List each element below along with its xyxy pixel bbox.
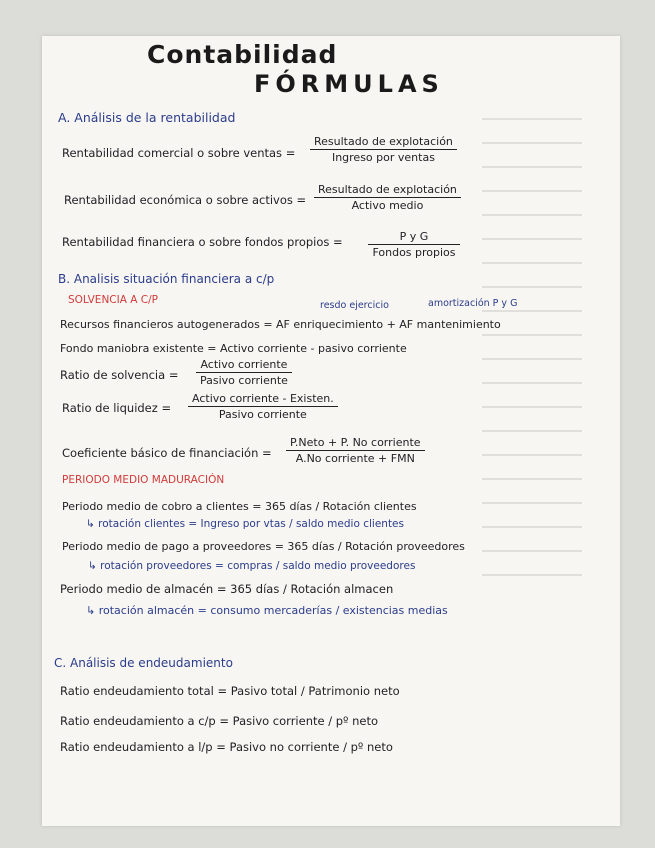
almacen-rotacion-text: rotación almacén = consumo mercaderías / existencias medias: [98, 604, 448, 617]
fraction-bar: [310, 149, 457, 150]
fraction-denominator: Fondos propios: [372, 246, 456, 260]
rentabilidad-comercial-fraction: [310, 135, 457, 164]
pago-formula: Periodo medio de pago a proveedores = 365 días / Rotación proveedores: [62, 540, 465, 553]
fraction-numerator: Resultado de explotación: [318, 183, 457, 196]
endeudamiento-total: Ratio endeudamiento total = Pasivo total / Patrimonio neto: [60, 684, 400, 698]
fraction-denominator: Pasivo corriente: [200, 374, 288, 388]
fraction-numerator: P.Neto + P. No corriente: [290, 436, 421, 449]
fraction-bar: [368, 244, 460, 245]
coeficiente-label: Coeficiente básico de financiación =: [62, 446, 272, 460]
endeudamiento-lp: Ratio endeudamiento a l/p = Pasivo no corriente / pº neto: [60, 740, 393, 754]
fraction-numerator: Activo corriente - Existen.: [192, 392, 334, 405]
almacen-formula: Periodo medio de almacén = 365 días / Rotación almacen: [60, 582, 394, 596]
fraction-denominator: Activo medio: [351, 199, 424, 213]
recursos-formula: Recursos financieros autogenerados = AF enriquecimiento + AF mantenimiento: [60, 318, 501, 331]
almacen-rotacion: [86, 604, 448, 617]
section-b-heading: B. Analisis situación financiera a c/p: [58, 272, 275, 286]
fraction-numerator: Activo corriente: [200, 358, 288, 371]
fraction-bar: [188, 406, 338, 407]
ratio-solvencia-fraction: [196, 358, 292, 387]
arrow-icon: ↳: [88, 560, 101, 572]
cobro-rotacion: [86, 518, 404, 530]
solvencia-heading: SOLVENCIA A C/P: [68, 294, 158, 306]
annotation-resdo-ejercicio: resdo ejercicio: [320, 300, 389, 311]
ratio-liquidez-label: Ratio de liquidez =: [62, 401, 172, 415]
fraction-numerator: Resultado de explotación: [314, 135, 453, 148]
periodo-heading: PERIODO MEDIO MADURACIÓN: [62, 474, 225, 486]
ratio-liquidez-fraction: [188, 392, 338, 421]
annotation-amortizacion: amortización P y G: [428, 298, 518, 309]
cobro-rotacion-text: rotación clientes = Ingreso por vtas / saldo medio clientes: [98, 518, 404, 530]
fraction-denominator: A.No corriente + FMN: [295, 452, 415, 466]
arrow-icon: ↳: [86, 518, 99, 530]
ratio-solvencia-label: Ratio de solvencia =: [60, 368, 179, 382]
fondo-maniobra-formula: Fondo maniobra existente = Activo corriente - pasivo corriente: [60, 342, 407, 355]
rentabilidad-economica-label: Rentabilidad económica o sobre activos =: [64, 193, 307, 207]
notebook-page: [42, 36, 620, 826]
page-title: Contabilidad: [147, 40, 338, 69]
page-subtitle: FÓRMULAS: [254, 70, 444, 98]
pago-rotacion-text: rotación proveedores = compras / saldo medio proveedores: [100, 560, 416, 572]
pago-rotacion: [88, 560, 415, 572]
bleed-through-text: [482, 96, 620, 656]
endeudamiento-cp: Ratio endeudamiento a c/p = Pasivo corriente / pº neto: [60, 714, 379, 728]
rentabilidad-financiera-label: Rentabilidad financiera o sobre fondos propios =: [62, 235, 343, 249]
fraction-denominator: Pasivo corriente: [218, 408, 307, 422]
fraction-bar: [314, 197, 461, 198]
rentabilidad-economica-fraction: [314, 183, 461, 212]
fraction-bar: [286, 450, 425, 451]
fraction-numerator: P y G: [399, 230, 429, 243]
fraction-bar: [196, 372, 292, 373]
cobro-formula: Periodo medio de cobro a clientes = 365 días / Rotación clientes: [62, 500, 417, 513]
coeficiente-fraction: [286, 436, 425, 465]
rentabilidad-financiera-fraction: [368, 230, 460, 259]
arrow-icon: ↳: [86, 604, 99, 617]
fraction-denominator: Ingreso por ventas: [331, 151, 435, 165]
section-a-heading: A. Análisis de la rentabilidad: [58, 110, 236, 125]
section-c-heading: C. Análisis de endeudamiento: [54, 656, 233, 670]
rentabilidad-comercial-label: Rentabilidad comercial o sobre ventas =: [62, 146, 296, 160]
